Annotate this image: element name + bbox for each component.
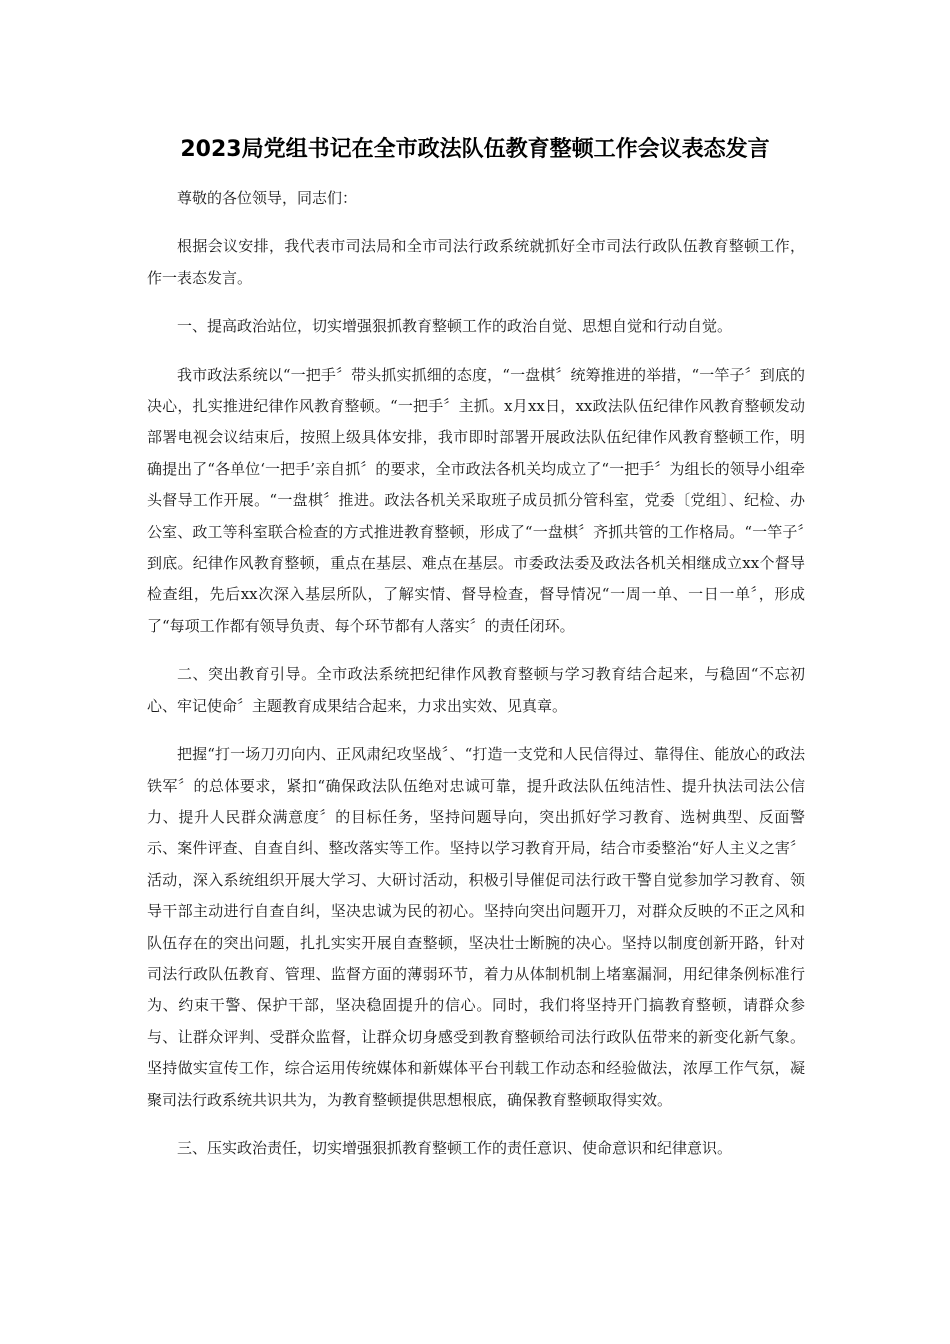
intro-paragraph: 根据会议安排，我代表市司法局和全市司法行政系统就抓好全市司法行政队伍教育整顿工作，作一表态发言。: [147, 237, 805, 287]
section-heading-2: 二、突出教育引导。全市政法系统把纪律作风教育整顿与学习教育结合起来，与稳固“不忘初心、牢记使命〞主题教育成果结合起来，力求出实效、见真章。: [147, 665, 805, 715]
document-title: 2023局党组书记在全市政法队伍教育整顿工作会议表态发言: [180, 137, 770, 162]
body-paragraph: 我市政法系统以“一把手〞带头抓实抓细的态度，“一盘棋〞统筹推进的举措，“一竿子〞到底的决心，扎实推进纪律作风教育整顿。“一把手〞主抓。x月xx日，xx政法队伍纪律作风教育整顿发动部署电视会议结束后，按照上级具体安排，我市即时部署开展政法队伍纪律作风教育整顿工作，明确提出了“各单位‘一把手’亲自抓〞的要求，全市政法各机关均成立了“一把手〞为组长的领导小组牵头督导工作开展。“一盘棋〞推进。政法各机关采取班子成员抓分管科室，党委〔党组〕、纪检、办公室、政工等科室联合检查的方式推进教育整顿，形成了“一盘棋〞齐抓共管的工作格局。“一竿子〞到底。纪律作风教育整顿，重点在基层、难点在基层。市委政法委及政法各机关相继成立xx个督导检查组，先后xx次深入基层所队，了解实情、督导检查，督导情况“一周一单、一日一单〞，形成了“每项工作都有领导负责、每个环节都有人落实〞的责任闭环。: [147, 365, 805, 635]
document-body: [147, 183, 805, 1181]
section-heading-3: 三、压实政治责任，切实增强狠抓教育整顿工作的责任意识、使命意识和纪律意识。: [177, 1138, 733, 1157]
body-paragraph: 把握“打一场刀刃向内、正风肃纪攻坚战〞、“打造一支党和人民信得过、靠得住、能放心的政法铁军〞的总体要求，紧扣“确保政法队伍绝对忠诚可靠，提升政法队伍纯洁性、提升执法司法公信力、提升人民群众满意度〞的目标任务，坚持问题导向，突出抓好学习教育、选树典型、反面警示、案件评查、自查自纠、整改落实等工作。坚持以学习教育开局，结合市委整治“好人主义之害〞活动，深入系统组织开展大学习、大研讨活动，积极引导催促司法行政干警自觉参加学习教育、领导干部主动进行自查自纠，坚决忠诚为民的初心。坚持向突出问题开刀，对群众反映的不正之风和队伍存在的突出问题，扎扎实实开展自查整顿，坚决壮士断腕的决心。坚持以制度创新开路，针对司法行政队伍教育、管理、监督方面的薄弱环节，着力从体制机制上堵塞漏洞，用纪律条例标准行为、约束干警、保护干部，坚决稳固提升的信心。同时，我们将坚持开门搞教育整顿，请群众参与、让群众评判、受群众监督，让群众切身感受到教育整顿给司法行政队伍带来的新变化新气象。坚持做实宣传工作，综合运用传统媒体和新媒体平台刊载工作动态和经验做法，浓厚工作气氛，凝聚司法行政系统共识共为，为教育整顿提供思想根底，确保教育整顿取得实效。: [147, 745, 805, 1109]
salutation-paragraph: 尊敬的各位领导，同志们：: [177, 189, 358, 207]
section-heading-1: 一、提高政治站位，切实增强狠抓教育整顿工作的政治自觉、思想自觉和行动自觉。: [177, 317, 733, 336]
